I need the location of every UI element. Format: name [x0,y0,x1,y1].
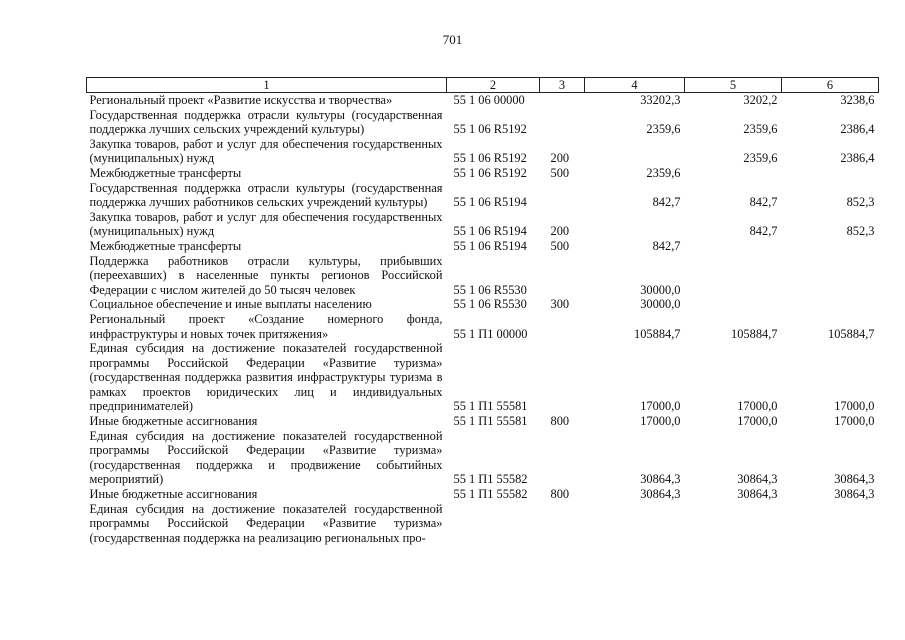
expense-type-code-cell [540,93,585,108]
target-article-code-cell: 55 1 П1 55582 [453,472,528,487]
expense-type-code-cell [540,502,585,546]
table-row [87,181,879,210]
target-article-code-cell: 55 1 06 R5194 [453,195,527,210]
amount-col-4-cell [585,137,685,166]
row-name-cell: Межбюджетные трансферты [89,238,242,253]
target-article-code-cell: 55 1 06 R5194 [453,224,527,239]
amount-col-4-cell: 2359,6 [646,165,681,180]
target-article-code-cell: 55 1 06 R5530 [453,297,527,312]
table-row [87,239,879,254]
target-article-code-cell: 55 1 П1 55581 [453,399,528,414]
target-article-code-cell: 55 1 06 R5192 [453,165,527,180]
amount-col-6-cell: 2386,4 [840,122,875,137]
expense-type-code-cell: 200 [550,151,570,166]
row-name-cell: Социальное обеспечение и иные выплаты населению [89,297,372,312]
header-col-2: 2 [447,78,540,93]
expense-type-code-cell: 200 [550,224,570,239]
row-name-cell: Поддержка работников отрасли культуры, прибывших (переехавших) в населенные пункты регионов Российской Федерации с числом жителей до 50 тысяч человек [89,253,443,297]
target-article-code-cell: 55 1 06 R5192 [453,122,527,137]
target-article-code-cell: 55 1 П1 55582 [453,487,528,502]
amount-col-6-cell: 852,3 [846,224,875,239]
table-row [87,166,879,181]
amount-col-6-cell: 3238,6 [840,93,875,107]
amount-col-5-cell: 105884,7 [731,326,778,341]
amount-col-5-cell [685,254,782,298]
amount-col-4-cell: 30864,3 [640,472,681,487]
header-col-1: 1 [87,78,447,93]
expense-type-code-cell [540,429,585,487]
amount-col-6-cell: 17000,0 [834,414,875,429]
amount-col-5-cell: 3202,2 [743,93,778,107]
target-article-code-cell: 55 1 П1 55581 [453,414,528,429]
target-article-code-cell: 55 1 06 R5530 [453,282,527,297]
row-name-cell: Единая субсидия на достижение показателей государственной программы Российской Федерации «Развитие туризма» (государственная поддержка на реализацию региональных про- [89,501,443,545]
amount-col-4-cell: 105884,7 [634,326,681,341]
row-name-cell: Государственная поддержка отрасли культуры (государственная поддержка лучших сельских учреждений культуры) [89,107,443,137]
table-row [87,414,879,429]
row-name-cell: Закупка товаров, работ и услуг для обеспечения государственных (муниципальных) нужд [89,209,443,239]
page-number: 701 [442,32,463,47]
amount-col-6-cell: 30864,3 [834,487,875,502]
amount-col-6-cell [782,254,879,298]
table-row [87,341,879,414]
table-row [87,108,879,137]
expense-type-code-cell: 800 [550,414,570,429]
header-col-4: 4 [585,78,685,93]
amount-col-4-cell: 17000,0 [640,414,681,429]
amount-col-6-cell: 852,3 [846,195,875,210]
row-name-cell: Иные бюджетные ассигнования [89,487,258,502]
budget-table [86,77,879,545]
target-article-code-cell [447,502,540,546]
amount-col-4-cell [585,210,685,239]
table-row [87,254,879,298]
amount-col-5-cell [685,239,782,254]
amount-col-6-cell: 17000,0 [834,399,875,414]
amount-col-5-cell: 17000,0 [737,414,778,429]
target-article-code-cell: 55 1 П1 00000 [453,326,528,341]
amount-col-5-cell [685,502,782,546]
expense-type-code-cell: 800 [550,487,570,502]
row-name-cell: Закупка товаров, работ и услуг для обеспечения государственных (муниципальных) нужд [89,136,443,166]
amount-col-6-cell [782,297,879,312]
amount-col-4-cell: 2359,6 [646,122,681,137]
expense-type-code-cell [540,108,585,137]
amount-col-4-cell: 30000,0 [640,282,681,297]
expense-type-code-cell [540,341,585,414]
expense-type-code-cell: 500 [550,165,570,180]
table-row [87,297,879,312]
amount-col-5-cell: 842,7 [749,224,778,239]
row-name-cell: Региональный проект «Развитие искусства и творчества» [89,93,393,107]
table-row [87,137,879,166]
column-number-header-row [87,78,879,93]
amount-col-6-cell: 30864,3 [834,472,875,487]
table-row [87,93,879,108]
amount-col-4-cell [585,502,685,546]
amount-col-4-cell: 30000,0 [640,297,681,312]
target-article-code-cell: 55 1 06 R5192 [453,151,527,166]
amount-col-6-cell [782,166,879,181]
amount-col-6-cell [782,502,879,546]
expense-type-code-cell: 300 [550,297,570,312]
expense-type-code-cell [540,181,585,210]
expense-type-code-cell [540,312,585,341]
amount-col-5-cell: 2359,6 [743,151,778,166]
amount-col-4-cell: 30864,3 [640,487,681,502]
table-row [87,429,879,487]
target-article-code-cell: 55 1 06 R5194 [453,238,527,253]
row-name-cell: Государственная поддержка отрасли культуры (государственная поддержка лучших работников сельских учреждений культуры) [89,180,443,210]
amount-col-4-cell: 17000,0 [640,399,681,414]
table-body [87,93,879,546]
header-col-5: 5 [685,78,782,93]
amount-col-6-cell: 105884,7 [828,326,875,341]
table-row [87,312,879,341]
row-name-cell: Региональный проект «Создание номерного фонда, инфраструктуры и новых точек притяжения» [89,311,443,341]
expense-type-code-cell [540,254,585,298]
expense-type-code-cell: 500 [550,238,570,253]
amount-col-6-cell [782,239,879,254]
amount-col-5-cell: 2359,6 [743,122,778,137]
row-name-cell: Единая субсидия на достижение показателей государственной программы Российской Федерации «Развитие туризма» (государственная поддержка и продвижение событийных мероприятий) [89,428,443,487]
amount-col-6-cell: 2386,4 [840,151,875,166]
header-col-3: 3 [540,78,585,93]
amount-col-4-cell: 33202,3 [640,93,681,107]
amount-col-5-cell: 30864,3 [737,487,778,502]
header-col-6: 6 [782,78,879,93]
target-article-code-cell: 55 1 06 00000 [453,93,525,107]
amount-col-4-cell: 842,7 [652,195,681,210]
table-row [87,502,879,546]
table-row [87,487,879,502]
amount-col-4-cell: 842,7 [652,238,681,253]
row-name-cell: Межбюджетные трансферты [89,165,242,180]
amount-col-5-cell [685,166,782,181]
amount-col-5-cell [685,297,782,312]
amount-col-5-cell: 17000,0 [737,399,778,414]
amount-col-5-cell: 842,7 [749,195,778,210]
row-name-cell: Иные бюджетные ассигнования [89,414,258,429]
amount-col-5-cell: 30864,3 [737,472,778,487]
table-row [87,210,879,239]
row-name-cell: Единая субсидия на достижение показателей государственной программы Российской Федерации «Развитие туризма» (государственная поддержка развития инфраструктуры туризма в рамках проектов юридических лиц и индивидуальных предпринимателей) [89,341,443,414]
